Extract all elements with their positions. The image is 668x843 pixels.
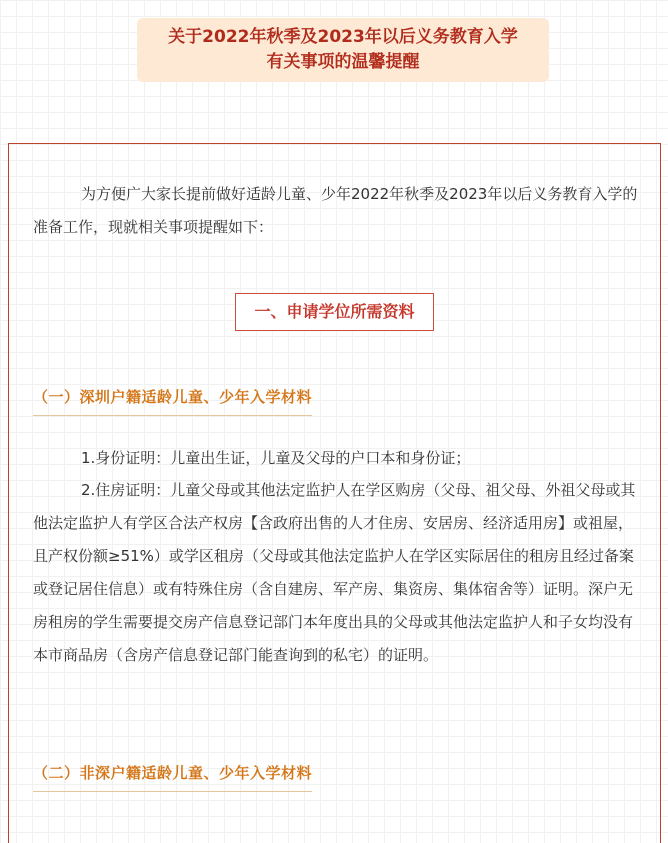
- intro-paragraph: 为方便广大家长提前做好适龄儿童、少年2022年秋季及2023年以后义务教育入学的准备工作，现就相关事项提醒如下：: [33, 185, 638, 236]
- list-item: 1.身份证明：儿童出生证，儿童及父母的户口本和身份证；: [81, 449, 471, 467]
- notice-title-line2: 有关事项的温馨提醒: [266, 52, 420, 72]
- content-frame: [8, 143, 661, 843]
- section-heading-wrap: [9, 293, 660, 331]
- subheading-non-shenzhen-hukou: （二）非深户籍适龄儿童、少年入学材料: [33, 762, 312, 792]
- notice-title: [137, 18, 549, 82]
- notice-title-line1: 关于2022年秋季及2023年以后义务教育入学: [168, 27, 518, 47]
- list-item: 2.住房证明：儿童父母或其他法定监护人在学区购房（父母、祖父母、外祖父母或其他法定监护人有学区合法产权房【含政府出售的人才住房、安居房、经济适用房】或祖屋，且产权份额≥51%）或学区租房（父母或其他法定监护人在学区实际居住的租房且经过备案或登记居住信息）或有特殊住房（含自建房、军产房、集资房、集体宿舍等）证明。深户无房租房的学生需要提交房产信息登记部门本年度出具的父母或其他法定监护人和子女均没有本市商品房（含房产信息登记部门能查询到的私宅）的证明。: [33, 481, 636, 664]
- subheading-shenzhen-hukou: （一）深圳户籍适龄儿童、少年入学材料: [33, 386, 312, 416]
- section-heading: 一、申请学位所需资料: [235, 293, 433, 331]
